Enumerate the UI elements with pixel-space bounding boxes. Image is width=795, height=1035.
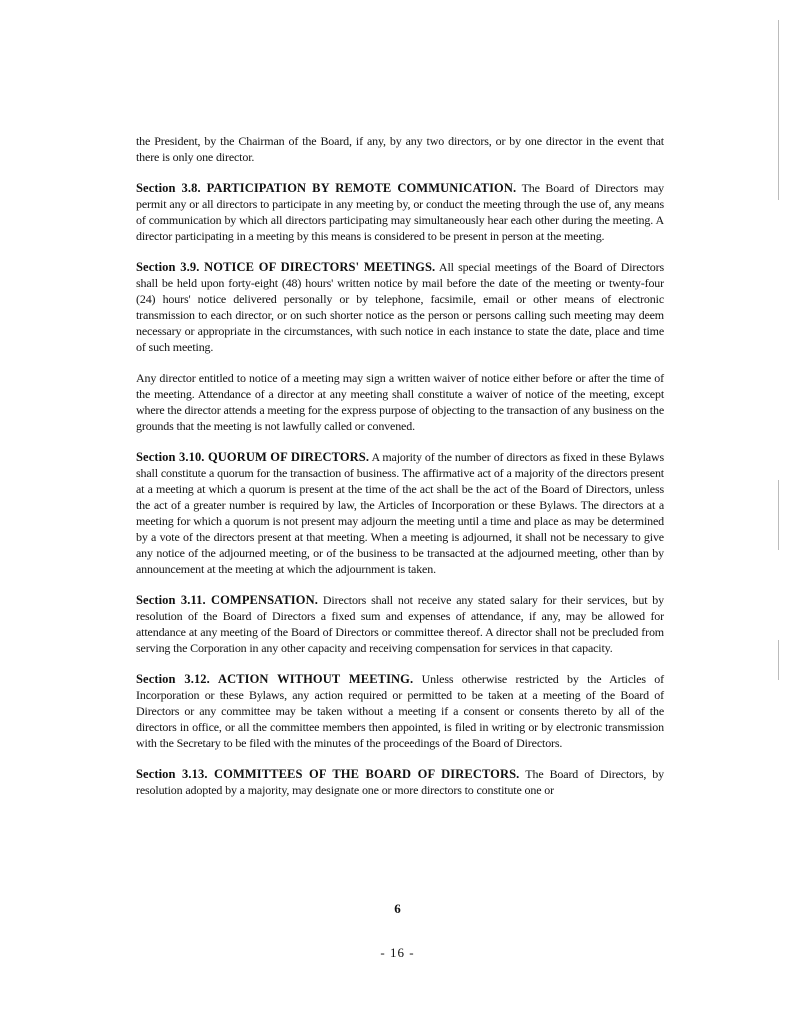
bates-number: - 16 - (380, 945, 415, 960)
section-heading: Section 3.13. COMMITTEES OF THE BOARD OF DIRECTORS. (136, 767, 520, 781)
section-heading: Section 3.10. QUORUM OF DIRECTORS. (136, 450, 370, 464)
scan-artifact (778, 640, 779, 680)
paragraph (136, 766, 664, 798)
paragraph-text: Unless otherwise restricted by the Articles of Incorporation or these Bylaws, any action required or permitted to be taken at a meeting of the Board of Directors or any committee may be taken without a meeting if a consent or consents thereto by all of the directors in office, or all the committee members then appointed, is filed in writing or by electronic transmission with the Secretary to be filed with the minutes of the proceedings of the Board of Directors. (136, 672, 664, 750)
paragraph (136, 180, 664, 244)
paragraph-text: The Board of Directors, by resolution adopted by a majority, may designate one or more directors to constitute one or (136, 767, 664, 797)
paragraph (136, 671, 664, 751)
section-heading: Section 3.11. COMPENSATION. (136, 593, 318, 607)
paragraph (136, 449, 664, 577)
paragraph-text: the President, by the Chairman of the Board, if any, by any two directors, or by one director in the event that there is only one director. (136, 134, 664, 164)
page-number: 6 (394, 901, 401, 916)
section-heading: Section 3.8. PARTICIPATION BY REMOTE COMMUNICATION. (136, 181, 517, 195)
paragraph-text: The Board of Directors may permit any or all directors to participate in any meeting by, or conduct the meeting through the use of, any means of communication by which all directors participating may simultaneously hear each other during the meeting. A director participating in a meeting by this means is considered to be present in person at the meeting. (136, 181, 664, 243)
paragraph-text: A majority of the number of directors as fixed in these Bylaws shall constitute a quorum for the transaction of business. The affirmative act of a majority of the directors present at a meeting at which a quorum is present at the time of the act shall be the act of the Board of Directors, unless the act of a greater number is required by law, the Articles of Incorporation or these Bylaws. The directors at a meeting for which a quorum is not present may adjourn the meeting until a time and place as may be determined by a vote of the directors present at that meeting. When a meeting is adjourned, it shall not be necessary to give any notice of the adjourned meeting, or of the business to be transacted at the adjourned meeting, other than by announcement at the meeting at which the adjournment is taken. (136, 450, 665, 576)
paragraph (136, 592, 664, 656)
section-heading: Section 3.12. ACTION WITHOUT MEETING. (136, 672, 414, 686)
paragraph (136, 259, 664, 355)
paragraph (136, 133, 664, 165)
scan-artifact (778, 20, 779, 200)
document-body (136, 133, 664, 813)
paragraph-text: Directors shall not receive any stated salary for their services, but by resolution of the Board of Directors a fixed sum and expenses of attendance, if any, may be allowed for attendance at any meeting of the Board of Directors or committee thereof. A director shall not be precluded from serving the Corporation in any other capacity and receiving compensation for services in that capacity. (136, 593, 664, 655)
paragraph-text: Any director entitled to notice of a meeting may sign a written waiver of notice either before or after the time of the meeting. Attendance of a director at any meeting shall constitute a waiver of notice of the meeting, except where the director attends a meeting for the express purpose of objecting to the transaction of any business on the grounds that the meeting is not lawfully called or convened. (136, 371, 664, 433)
section-heading: Section 3.9. NOTICE OF DIRECTORS' MEETINGS. (136, 260, 436, 274)
paragraph-text: All special meetings of the Board of Directors shall be held upon forty-eight (48) hours' written notice by mail before the date of the meeting or twenty-four (24) hours' notice delivered personally or by telephone, facsimile, email or other means of electronic transmission to each director, or on such shorter notice as the person or persons calling such meeting may deem necessary or appropriate in the circumstances, with such notice in each instance to state the date, place and time of such meeting. (136, 260, 665, 354)
scan-artifact (778, 480, 779, 550)
paragraph (136, 370, 664, 434)
